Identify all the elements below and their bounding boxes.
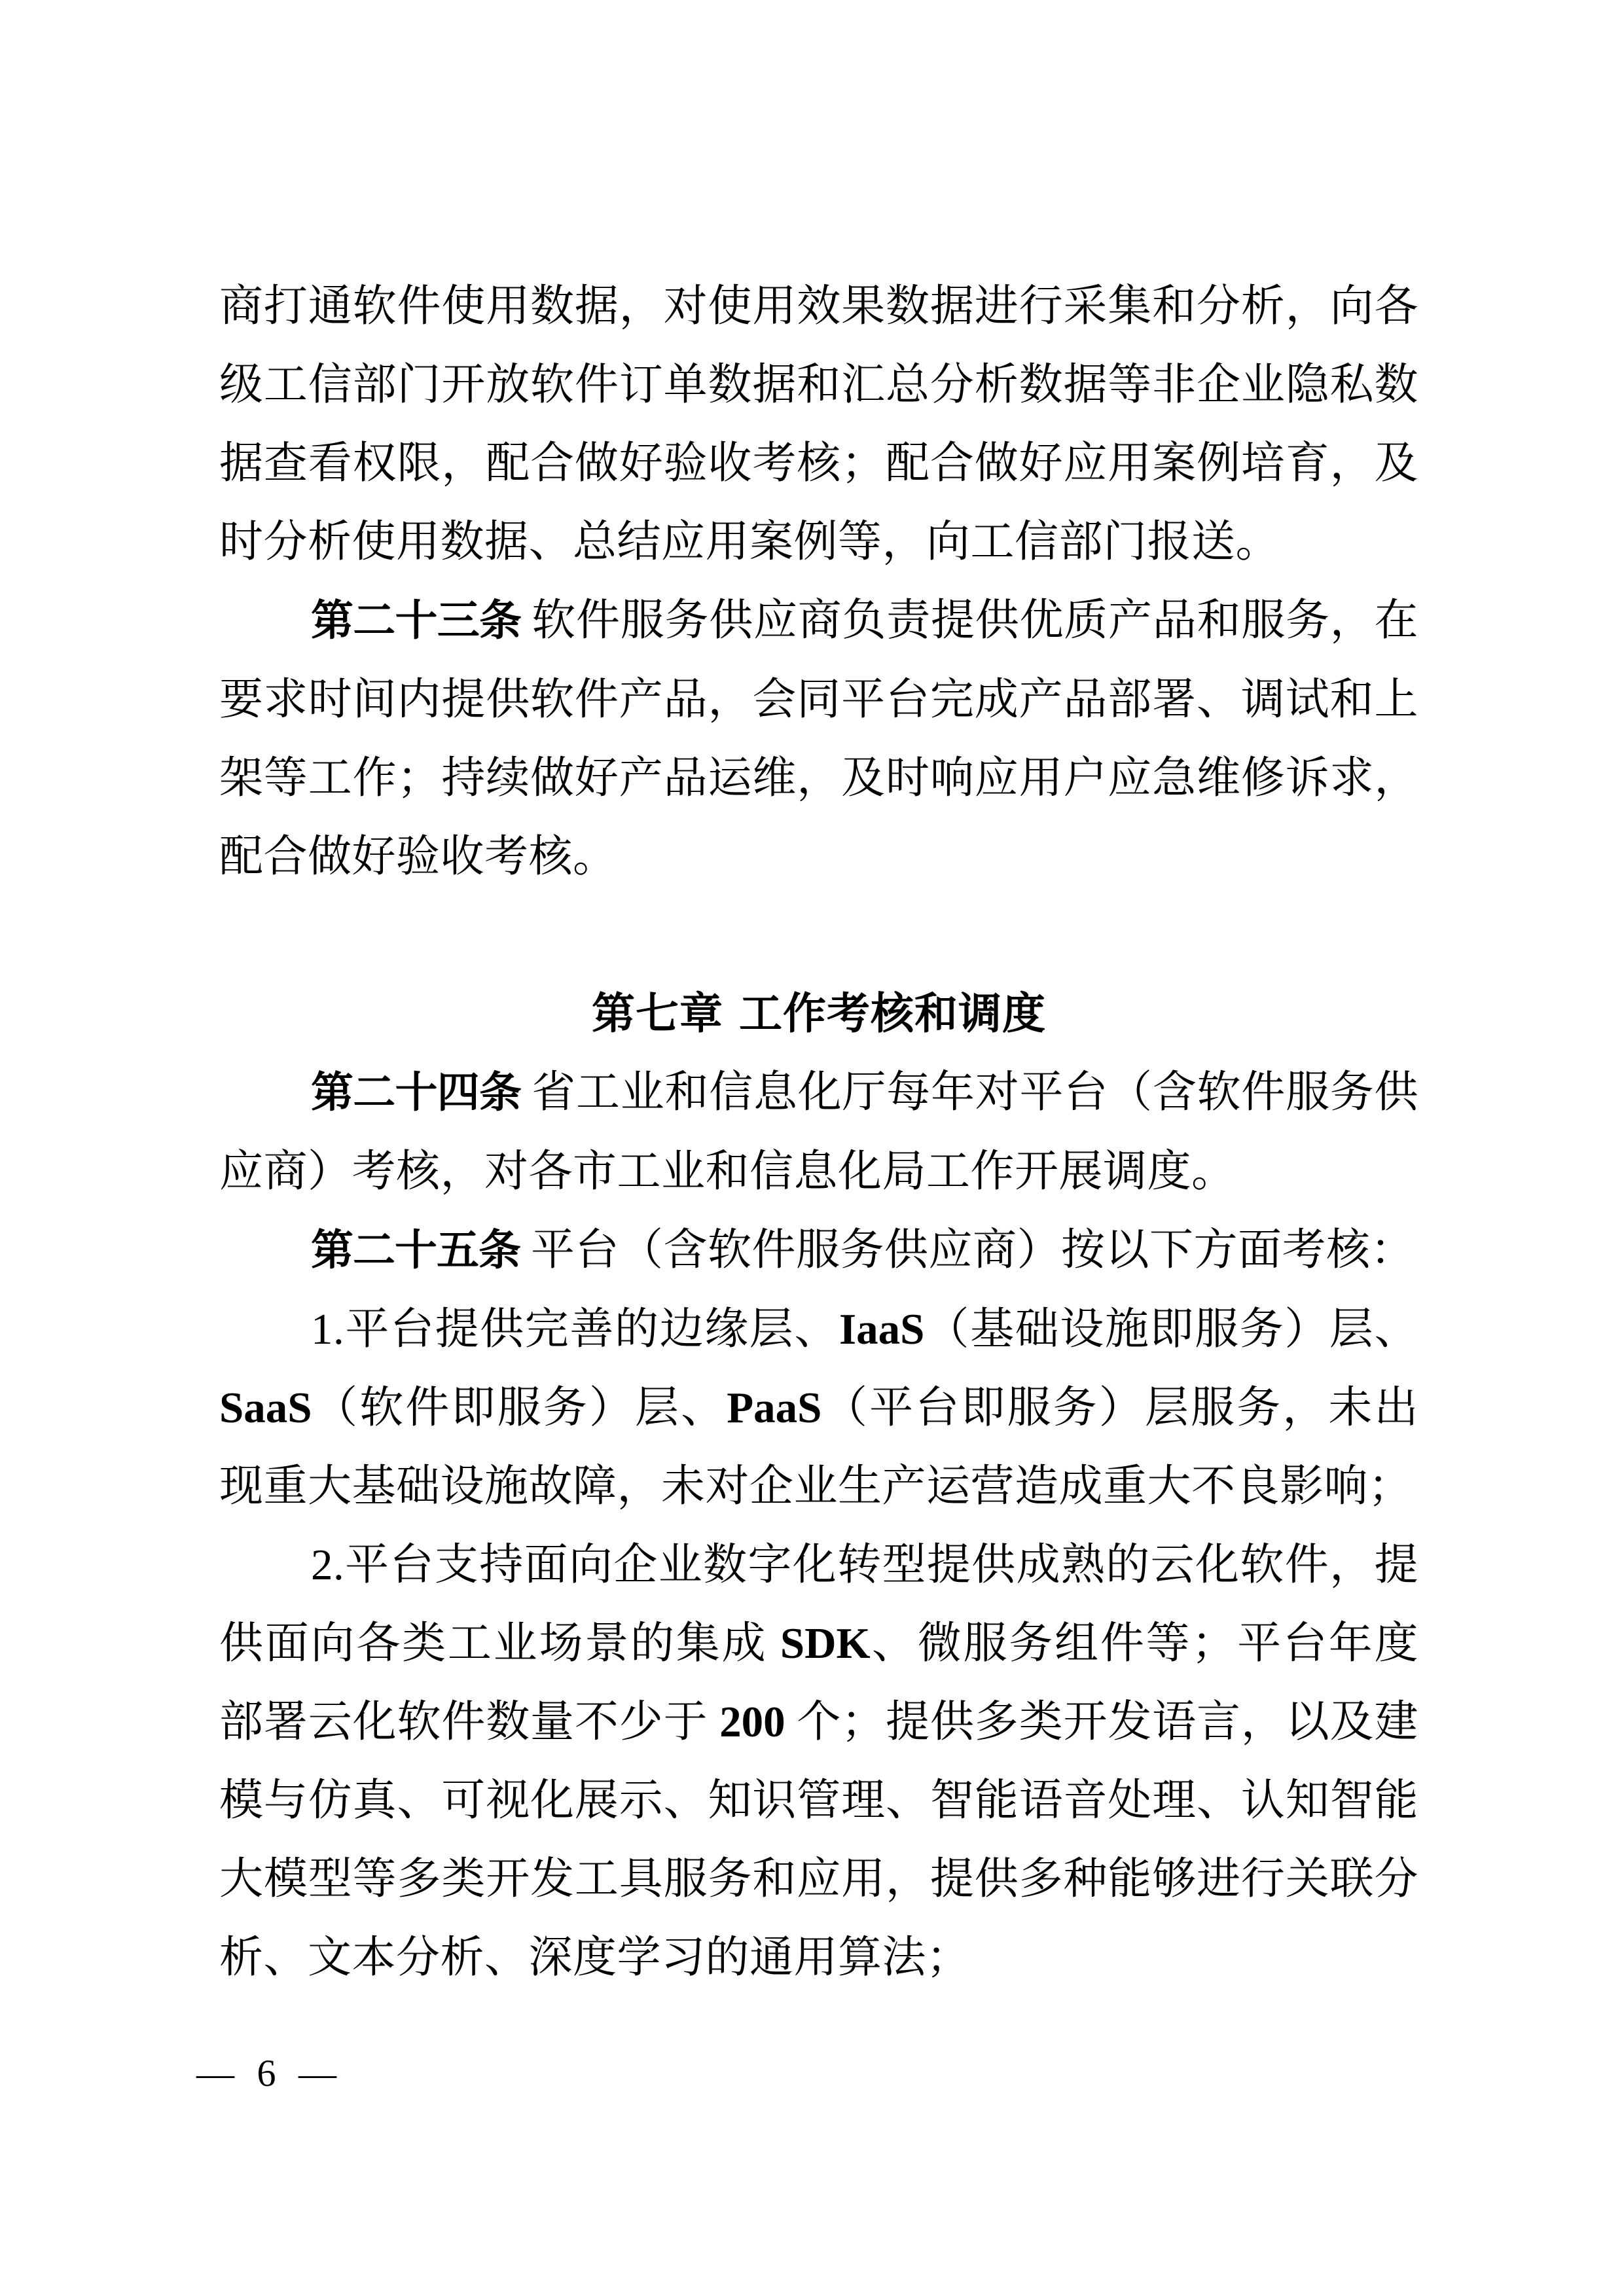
item-2-text-3: 个；提供多类开发语言，以及建模与仿真、可视化展示、知识管理、智能语音处理、认知智能大模型等多类开发工具服务和应用，提供多种能够进行关联分析、文本分析、深度学习的通用算法； bbox=[219, 1698, 1419, 1982]
item-2-marker: 2. bbox=[311, 1541, 345, 1589]
chapter-spacer-top bbox=[219, 896, 1418, 975]
item-1-text-4: （平台即服务）层服务，未出现重大基础设施故障，未对企业生产运营造成重大不良影响； bbox=[219, 1384, 1418, 1511]
article-23-text: 软件服务供应商负责提供优质产品和服务，在要求时间内提供软件产品，会同平台完成产品部署、调试和上架等工作；持续做好产品运维，及时响应用户应急维修诉求，配合做好验收考核。 bbox=[219, 596, 1418, 881]
item-1-latin-paas: PaaS bbox=[727, 1384, 822, 1432]
paragraph-continued: 商打通软件使用数据，对使用效果数据进行采集和分析，向各级工信部门开放软件订单数据和汇总分析数据等非企业隐私数据查看权限，配合做好验收考核；配合做好应用案例培育，及时分析使用数据、总结应用案例等，向工信部门报送。 bbox=[219, 282, 1418, 566]
item-1-latin-iaas: IaaS bbox=[839, 1305, 925, 1354]
item-2-text-1: 平台支持面向企业数字化转型提供成熟的云化软件，提供面向各类工业场景的集成 bbox=[219, 1541, 1418, 1668]
article-25-paragraph bbox=[219, 1211, 1418, 1290]
article-25-label: 第二十五条 bbox=[311, 1226, 521, 1275]
article-23-label: 第二十三条 bbox=[311, 596, 522, 645]
article-25-text: 平台（含软件服务供应商）按以下方面考核： bbox=[531, 1226, 1415, 1274]
item-1-text-3: （软件即服务）层、 bbox=[312, 1384, 727, 1432]
article-24-paragraph bbox=[219, 1053, 1418, 1211]
chapter-7-heading: 第七章 工作考核和调度 bbox=[592, 988, 1046, 1039]
item-2-text-2: 、微服务组件等；平台年度部署云化软件数量不少于 bbox=[219, 1619, 1419, 1746]
assessment-item-1 bbox=[219, 1290, 1418, 1526]
item-1-text-2: （基础设施即服务）层、 bbox=[924, 1305, 1419, 1354]
page-number: — 6 — bbox=[196, 2052, 343, 2094]
article-24-label: 第二十四条 bbox=[311, 1068, 522, 1117]
item-2-latin-sdk: SDK bbox=[780, 1619, 871, 1668]
article-24-text: 省工业和信息化厅每年对平台（含软件服务供应商）考核，对各市工业和信息化局工作开展调度。 bbox=[219, 1068, 1418, 1196]
item-2-latin-200: 200 bbox=[719, 1698, 785, 1746]
item-1-marker: 1. bbox=[311, 1305, 345, 1354]
item-1-latin-saas: SaaS bbox=[219, 1384, 312, 1432]
assessment-item-2 bbox=[219, 1526, 1418, 1997]
page-body bbox=[219, 267, 1418, 1997]
item-1-text-1: 平台提供完善的边缘层、 bbox=[344, 1305, 840, 1354]
article-23-paragraph bbox=[219, 581, 1418, 896]
